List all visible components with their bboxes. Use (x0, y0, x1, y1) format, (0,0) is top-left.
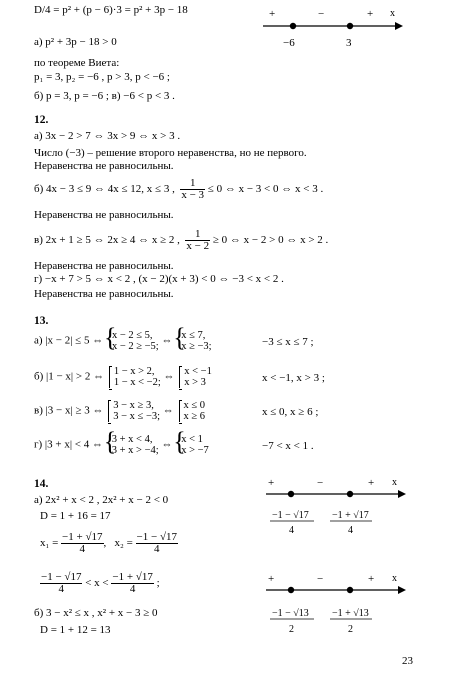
s14-roots: x₁ = $\frac{-1 + √17}{4}$ , x₂ = $\frac{-1 - √17}{4}$ (40, 531, 177, 555)
s13-g: г) |3 + x| < 4 ⇔ { 3 + x < 4, 3 + x > −4; ⇔ { x < 1 x > −7 (34, 434, 209, 456)
axis-var: x (392, 573, 397, 584)
tick-num-right: −1 + √17 (332, 510, 369, 521)
s14-D1: D = 1 + 16 = 17 (40, 510, 111, 522)
s12-ne1: Неравенства не равносильны. (34, 160, 174, 172)
sign-plus-2: + (368, 573, 375, 585)
tick-den-left: 2 (289, 624, 294, 635)
s14-D2: D = 1 + 12 = 13 (40, 624, 111, 636)
s12-v: в) 2x + 1 ≥ 5 ⇔ 2x ≥ 4 ⇔ x ≥ 2 , $\frac{1}{x - 2}$ ≥ 0 ⇔ x − 2 > 0 ⇔ x > 2 . (34, 228, 329, 252)
s13-g-result: −7 < x < 1 . (262, 440, 314, 452)
sign-minus: − (318, 8, 325, 20)
discriminant-formula: D/4 = p² + (p − 6)·3 = p² + 3p − 18 (34, 4, 188, 16)
s14-a: а) 2x² + x < 2 , 2x² + x − 2 < 0 (34, 494, 169, 506)
sign-plus-1: + (269, 8, 276, 20)
s13-b-result: x < −1, x > 3 ; (262, 372, 325, 384)
section-12-title: 12. (34, 114, 49, 126)
number-line-14a (258, 476, 408, 542)
s12-a: а) 3x − 2 > 7 ⇔ 3x > 9 ⇔ x > 3 . (34, 130, 181, 142)
frac-den: x − 2 (186, 240, 210, 252)
vieta-roots: p₁ = 3, p₂ = −6 , p > 3, p < −6 ; (34, 71, 170, 83)
s12-ne2: Неравенства не равносильны. (34, 209, 174, 221)
vieta-text: по теореме Виета: (34, 57, 120, 69)
page-number: 23 (402, 655, 413, 667)
s13-v-result: x ≤ 0, x ≥ 6 ; (262, 406, 319, 418)
sign-plus-1: + (268, 477, 275, 489)
tick-num-left: −1 − √13 (272, 608, 309, 619)
section-14-title: 14. (34, 478, 49, 490)
number-line-14b (258, 572, 408, 640)
parts-b-v-top: б) p = 3, p = −6 ; в) −6 < p < 3 . (34, 90, 175, 102)
s13-a: а) |x − 2| ≤ 5 ⇔ { x − 2 ≤ 5, x − 2 ≥ −5; ⇔ { x ≤ 7, x ≥ −3; (34, 330, 212, 352)
number-line-top (255, 4, 405, 54)
tick-num-left: −1 − √17 (272, 510, 309, 521)
s13-a-result: −3 ≤ x ≤ 7 ; (262, 336, 314, 348)
section-13-title: 13. (34, 315, 49, 327)
s12-g: г) −x + 7 > 5 ⇔ x < 2 , (x − 2)(x + 3) < 0 ⇔ −3 < x < 2 . (34, 273, 284, 285)
frac-num: 1 (185, 229, 210, 241)
tick-den-left: 4 (289, 525, 294, 536)
tick-num-right: −1 + √13 (332, 608, 369, 619)
part-a-top: а) p² + 3p − 18 > 0 (34, 36, 117, 48)
axis-var: x (392, 477, 397, 488)
s12-ne3: Неравенства не равносильны. (34, 260, 174, 272)
tick-left: −6 (283, 37, 295, 49)
sign-plus-2: + (368, 477, 375, 489)
frac-num: 1 (180, 178, 205, 190)
s14-interval: $\frac{-1 - √17}{4}$ < x < $\frac{-1 + √17}{4}$ ; (41, 571, 160, 595)
axis-var: x (390, 8, 395, 19)
tick-right: 3 (346, 37, 352, 49)
s12-ne4: Неравенства не равносильны. (34, 288, 174, 300)
tick-den-right: 2 (348, 624, 353, 635)
s13-b: б) |1 − x| > 2 ⇔ 1 − x > 2, 1 − x < −2; ⇔ x < −1 x > 3 (34, 366, 212, 388)
s14-b: б) 3 − x² ≤ x , x² + x − 3 ≥ 0 (34, 607, 158, 619)
frac-den: x − 3 (181, 189, 205, 201)
sign-minus: − (317, 573, 324, 585)
s12-b: б) 4x − 3 ≤ 9 ⇔ 4x ≤ 12, x ≤ 3 , $\frac{1}{x - 3}$ ≤ 0 ⇔ x − 3 < 0 ⇔ x < 3 . (34, 177, 324, 201)
sign-plus-1: + (268, 573, 275, 585)
sign-minus: − (317, 477, 324, 489)
tick-den-right: 4 (348, 525, 353, 536)
s12-note: Число (−3) – решение второго неравенства, но не первого. (34, 147, 307, 159)
sign-plus-2: + (367, 8, 374, 20)
s13-v: в) |3 − x| ≥ 3 ⇔ 3 − x ≥ 3, 3 − x ≤ −3; ⇔ x ≤ 0 x ≥ 6 (34, 400, 206, 422)
